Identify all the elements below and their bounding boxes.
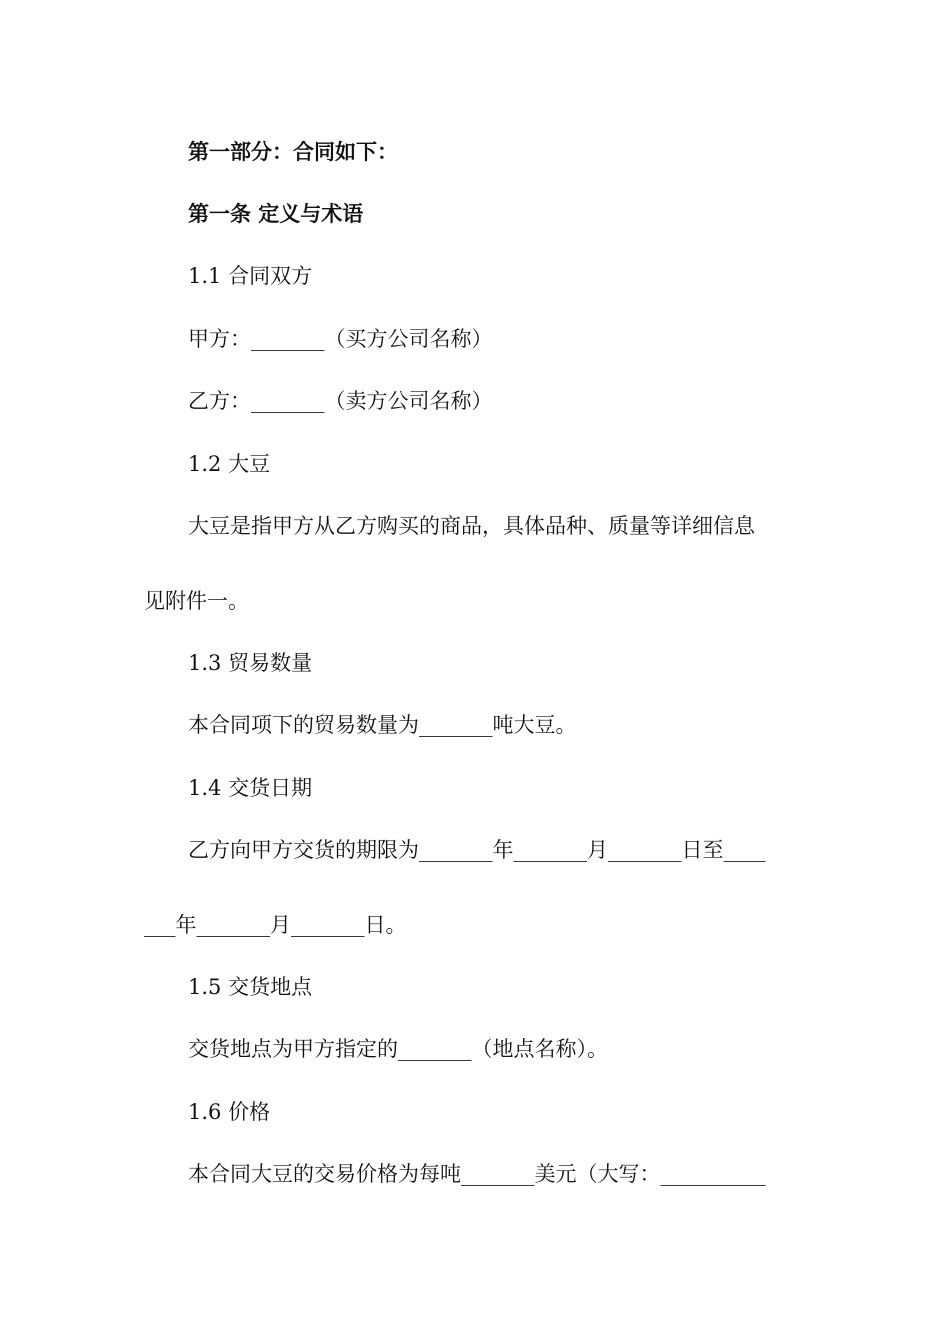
quantity-line: 本合同项下的贸易数量为_______吨大豆。	[188, 713, 577, 737]
delivery-location-line: 交货地点为甲方指定的_______（地点名称）。	[188, 1037, 608, 1061]
delivery-date-line-1: 乙方向甲方交货的期限为_______年_______月_______日至____	[188, 838, 766, 862]
delivery-date-line-2: ___年_______月_______日。	[144, 913, 407, 937]
soybean-definition-line-2: 见附件一。	[144, 589, 249, 613]
section-1-2-title: 1.2 大豆	[188, 452, 271, 476]
section-1-3-title: 1.3 贸易数量	[188, 651, 313, 675]
section-1-1-title: 1.1 合同双方	[188, 264, 313, 288]
part-heading: 第一部分：合同如下：	[188, 140, 398, 164]
party-a-line: 甲方：_______（买方公司名称）	[188, 327, 493, 351]
soybean-definition-line-1: 大豆是指甲方从乙方购买的商品，具体品种、质量等详细信息	[188, 514, 755, 538]
article-heading: 第一条 定义与术语	[188, 202, 364, 226]
section-1-5-title: 1.5 交货地点	[188, 975, 313, 999]
section-1-4-title: 1.4 交货日期	[188, 776, 313, 800]
section-1-6-title: 1.6 价格	[188, 1100, 271, 1124]
party-b-line: 乙方：_______（卖方公司名称）	[188, 389, 493, 413]
price-line: 本合同大豆的交易价格为每吨_______美元（大写：__________	[188, 1162, 766, 1186]
